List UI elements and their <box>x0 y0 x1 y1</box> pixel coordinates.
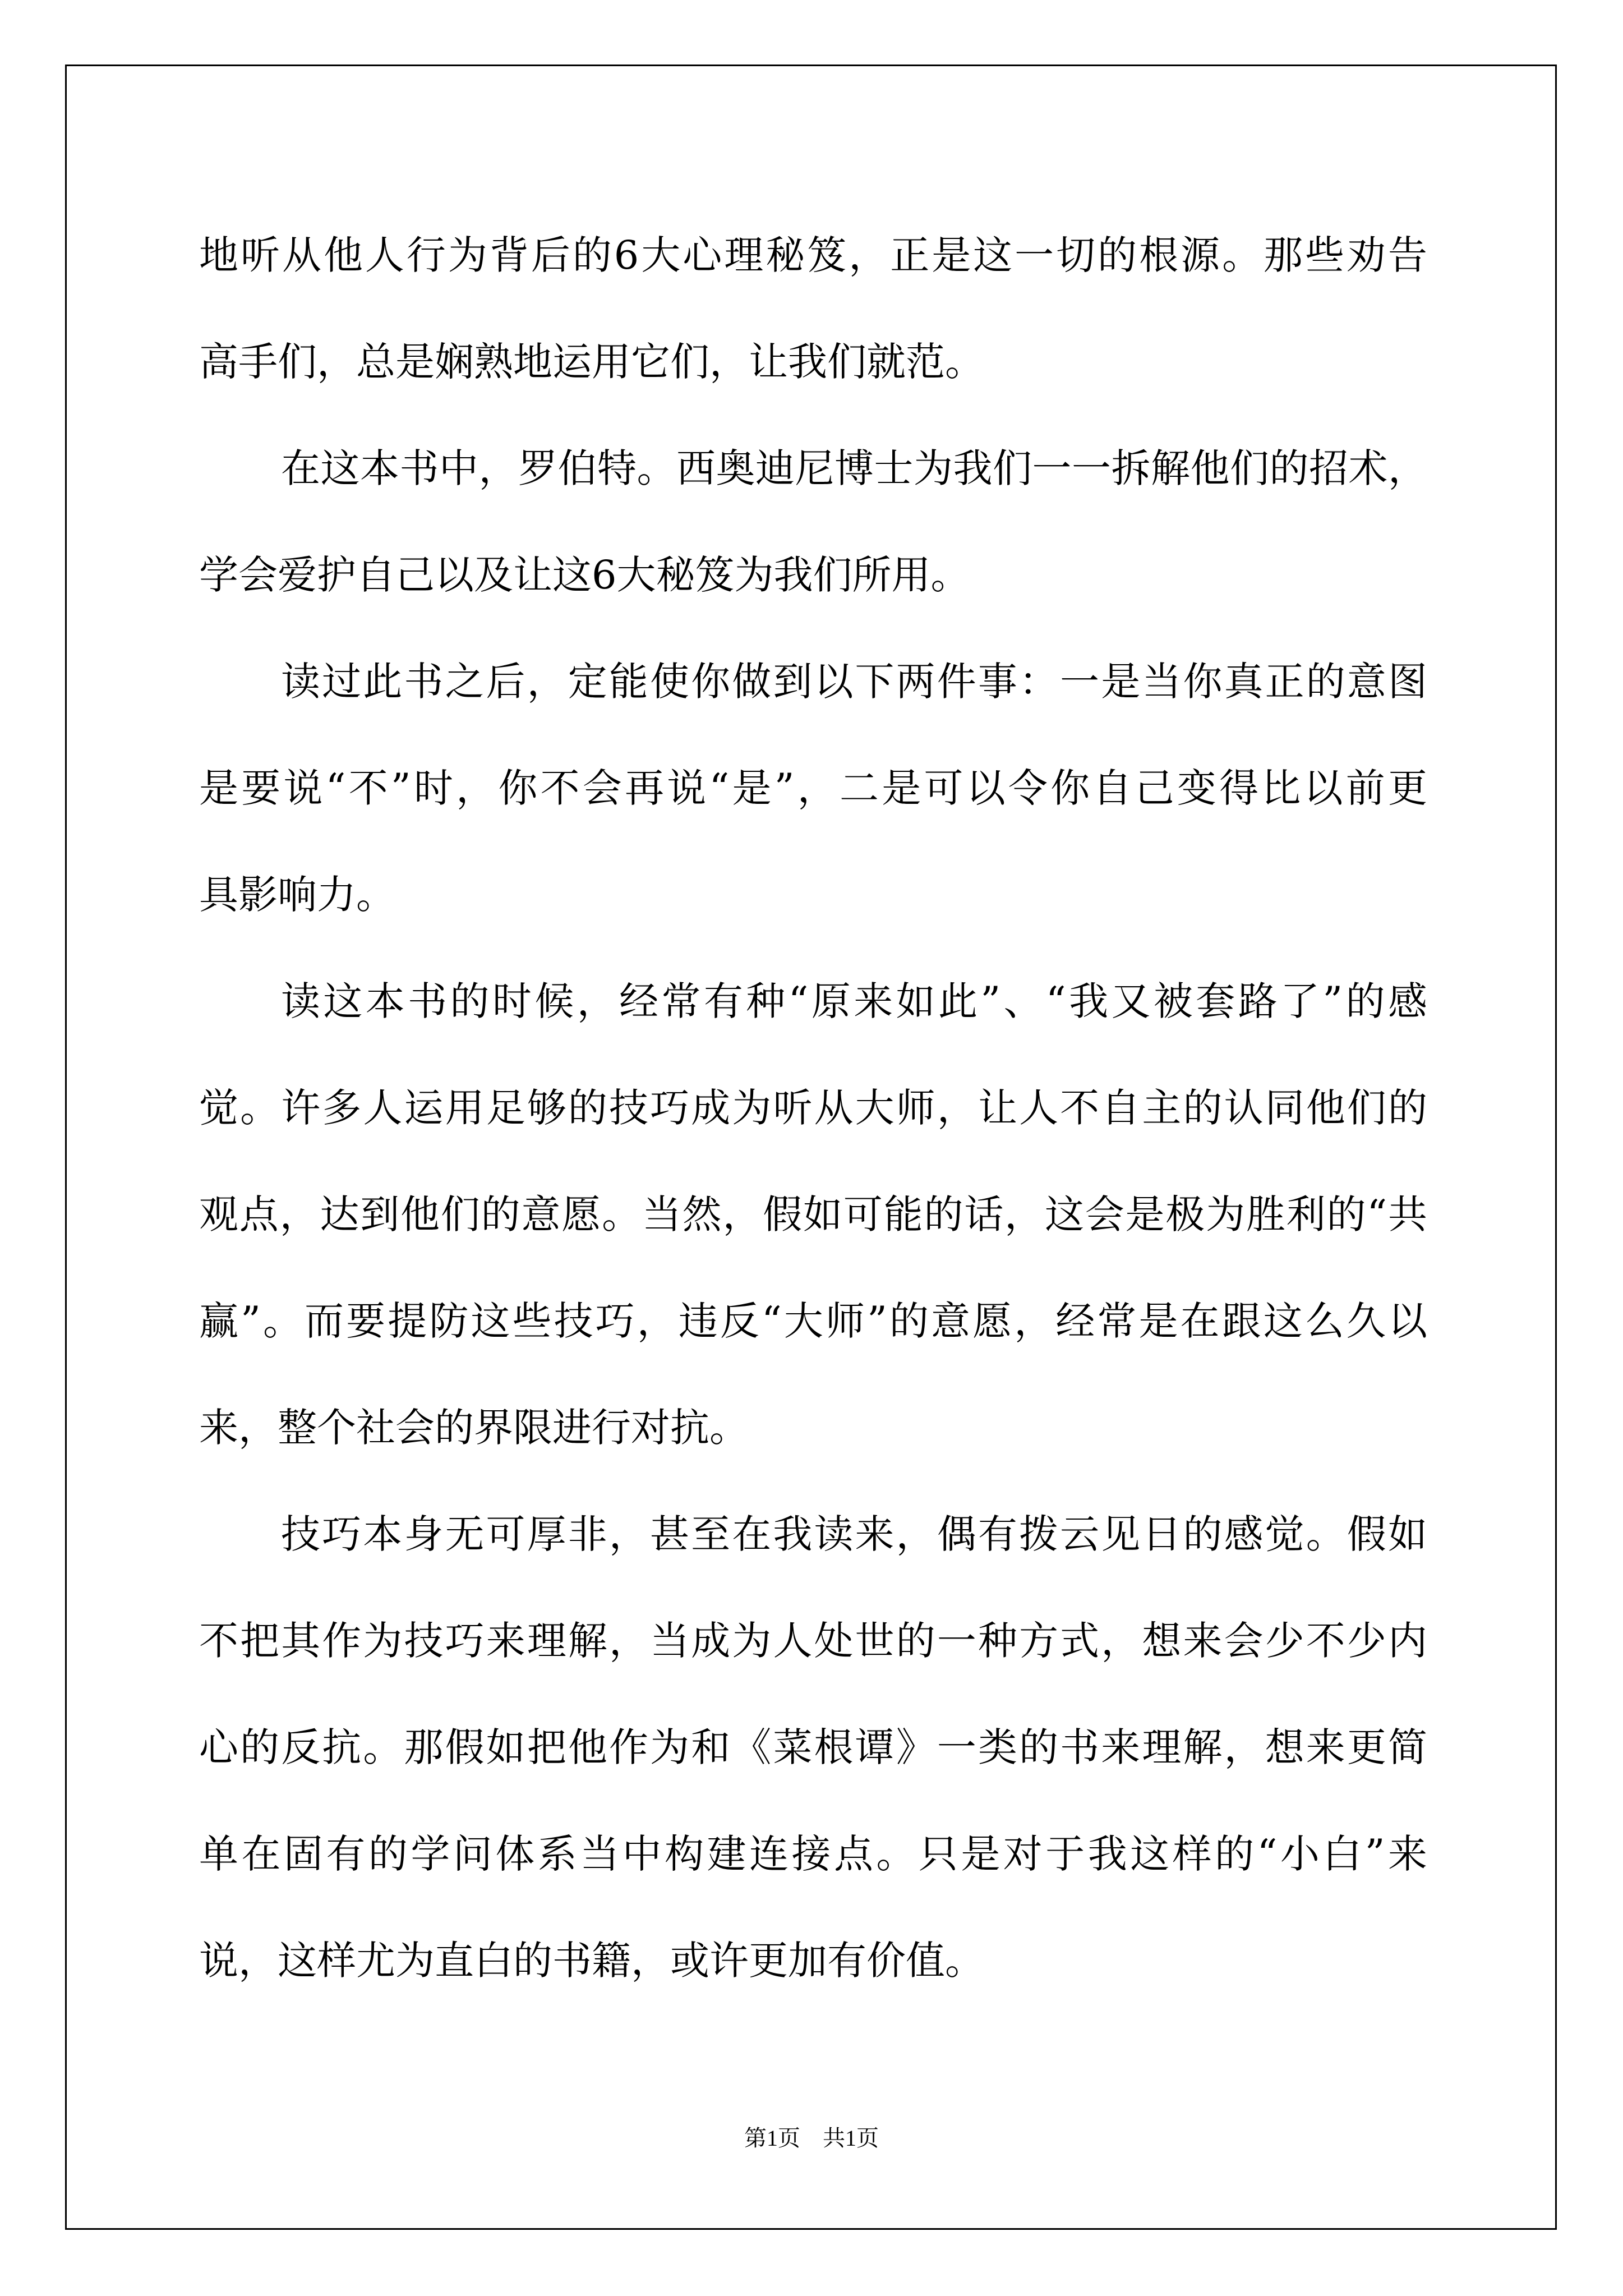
paragraph-line: 观点，达到他们的意愿。当然，假如可能的话，这会是极为胜利的“共 <box>199 1191 1427 1237</box>
paragraph-line: 来，整个社会的界限进行对抗。 <box>199 1405 749 1451</box>
paragraph-line: 在这本书中，罗伯特。西奥迪尼博士为我们一一拆解他们的招术， <box>281 445 1427 491</box>
paragraph-line: 技巧本身无可厚非，甚至在我读来，偶有拨云见日的感觉。假如 <box>281 1511 1427 1557</box>
paragraph-line: 不把其作为技巧来理解，当成为人处世的一种方式，想来会少不少内 <box>199 1618 1427 1664</box>
paragraph-line: 赢”。而要提防这些技巧，违反“大师”的意愿，经常是在跟这么久以 <box>199 1298 1427 1344</box>
paragraph-line: 说，这样尤为直白的书籍，或许更加有价值。 <box>199 1938 984 1984</box>
paragraph-line: 单在固有的学问体系当中构建连接点。只是对于我这样的“小白”来 <box>199 1831 1427 1877</box>
paragraph-line: 地听从他人行为背后的6大心理秘笈，正是这一切的根源。那些劝告 <box>199 232 1427 278</box>
paragraph-line: 具影响力。 <box>199 872 395 918</box>
paragraph-line: 读过此书之后，定能使你做到以下两件事：一是当你真正的意图 <box>281 659 1427 705</box>
page-footer: 第1页 共1页 <box>744 2125 879 2151</box>
paragraph-line: 觉。许多人运用足够的技巧成为听从大师，让人不自主的认同他们的 <box>199 1085 1427 1131</box>
paragraph-line: 心的反抗。那假如把他作为和《菜根谭》一类的书来理解，想来更简 <box>199 1724 1427 1770</box>
paragraph-line: 读这本书的时候，经常有种“原来如此”、“我又被套路了”的感 <box>281 978 1427 1024</box>
paragraph-line: 高手们，总是娴熟地运用它们，让我们就范。 <box>199 339 984 385</box>
paragraph-line: 学会爱护自己以及让这6大秘笈为我们所用。 <box>199 552 970 598</box>
paragraph-line: 是要说“不”时，你不会再说“是”，二是可以令你自己变得比以前更 <box>199 765 1427 811</box>
document-body <box>199 202 1427 2014</box>
